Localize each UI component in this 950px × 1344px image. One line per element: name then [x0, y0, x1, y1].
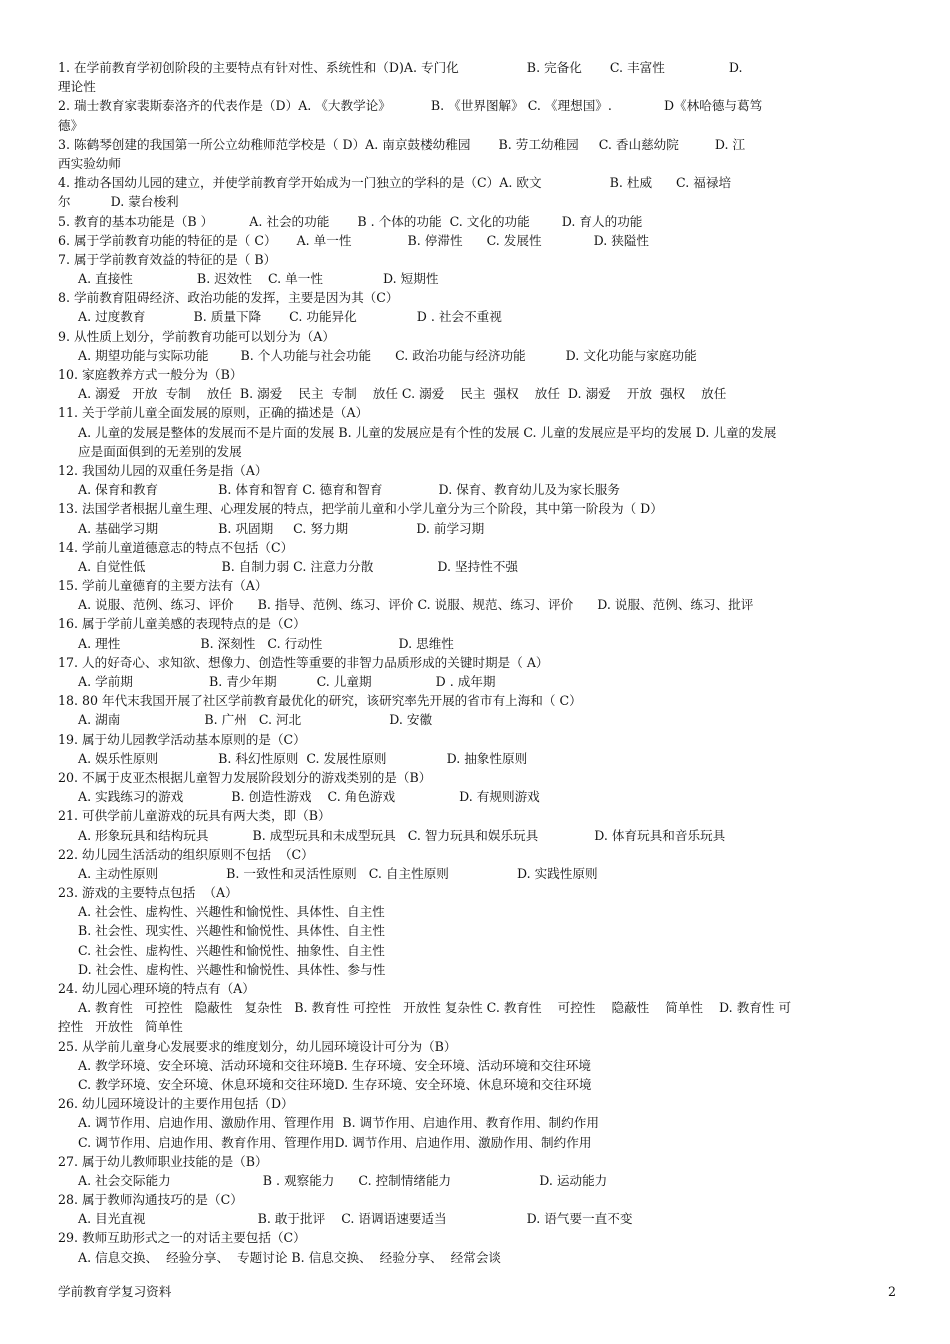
text-line: 14. 学前儿童道德意志的特点不包括（C） [58, 539, 294, 555]
text-line: A. 保育和教育 B. 体育和智育 C. 德育和智育 D. 保育、教育幼儿及为家长服务 [78, 482, 620, 498]
text-line: A. 教育性 可控性 隐蔽性 复杂性 B. 教育性 可控性 开放性 复杂性 C. 教育性 可控性 隐蔽性 简单性 D. 教育性 可 [78, 1000, 792, 1016]
text-line: 23. 游戏的主要特点包括 （A） [58, 885, 238, 901]
text-line: 1. 在学前教育学初创阶段的主要特点有针对性、系统性和（D)A. 专门化 B. 完备化 C. 丰富性 D. [58, 60, 743, 75]
text-line: 4. 推动各国幼儿园的建立，并使学前教育学开始成为一门独立的学科的是（C）A. 欧文 B. 杜威 C. 福禄培 [58, 175, 732, 191]
text-line: C. 社会性、虚构性、兴趣性和愉悦性、抽象性、自主性 [78, 942, 385, 958]
text-line: 18. 80 年代末我国开展了社区学前教育最优化的研究，该研究率先开展的省市有上海和（ C） [58, 693, 582, 709]
text-line: A. 直接性 B. 迟效性 C. 单一性 D. 短期性 [78, 271, 439, 287]
text-line: A. 基础学习期 B. 巩固期 C. 努力期 D. 前学习期 [78, 520, 485, 536]
text-line: A. 学前期 B. 青少年期 C. 儿童期 D . 成年期 [78, 674, 496, 689]
text-line: 控性 开放性 简单性 [58, 1019, 183, 1035]
text-line: A. 溺爱 开放 专制 放任 B. 溺爱 民主 专制 放任 C. 溺爱 民主 强权 放任 D. 溺爱 开放 强权 放任 [78, 386, 727, 402]
text-line: 17. 人的好奇心、求知欲、想像力、创造性等重要的非智力品质形成的关键时期是（ A） [58, 654, 549, 670]
text-line: A. 目光直视 B. 敢于批评 C. 语调语速要适当 D. 语气要一直不变 [78, 1211, 633, 1227]
text-line: 16. 属于学前儿童美感的表现特点的是（C） [58, 616, 306, 632]
text-line: 尔 D. 蒙台梭利 [58, 194, 179, 210]
text-line: 应是面面俱到的无差别的发展 [78, 443, 242, 459]
text-line: C. 教学环境、安全环境、休息环境和交往环境D. 生存环境、安全环境、休息环境和交往环境 [78, 1076, 592, 1092]
text-line: 12. 我国幼儿园的双重任务是指（A） [58, 462, 268, 478]
text-line: 10. 家庭教养方式一般分为（B） [58, 367, 243, 382]
text-line: 21. 可供学前儿童游戏的玩具有两大类，即（B） [58, 808, 331, 824]
text-line: 6. 属于学前教育功能的特征的是（ C） A. 单一性 B. 停滞性 C. 发展性 D. 狭隘性 [58, 232, 650, 248]
text-line: A. 自觉性低 B. 自制力弱 C. 注意力分散 D. 坚持性不强 [78, 558, 519, 574]
text-line: 27. 属于幼儿教师职业技能的是（B） [58, 1153, 268, 1169]
text-line: D. 社会性、虚构性、兴趣性和愉悦性、具体性、参与性 [78, 961, 386, 977]
text-line: A. 社会性、虚构性、兴趣性和愉悦性、具体性、自主性 [78, 904, 385, 920]
text-line: 8. 学前教育阻碍经济、政治功能的发挥，主要是因为其（C） [58, 290, 399, 306]
text-line: A. 实践练习的游戏 B. 创造性游戏 C. 角色游戏 D. 有规则游戏 [78, 789, 540, 805]
footer-title: 学前教育学复习资料 [58, 1284, 172, 1299]
text-line: 13. 法国学者根据儿童生理、心理发展的特点，把学前儿童和小学儿童分为三个阶段，其中第一阶段为（ D） [58, 501, 663, 517]
text-line: A. 过度教育 B. 质量下降 C. 功能异化 D . 社会不重视 [78, 309, 502, 325]
text-line: A. 教学环境、安全环境、活动环境和交往环境B. 生存环境、安全环境、活动环境和交往环境 [78, 1057, 591, 1073]
page-number: 2 [887, 1284, 896, 1299]
text-line: 9. 从性质上划分，学前教育功能可以划分为（A） [58, 328, 335, 344]
text-line: A. 儿童的发展是整体的发展而不是片面的发展 B. 儿童的发展应是有个性的发展 C. 儿童的发展应是平均的发展 D. 儿童的发展 [78, 424, 777, 440]
text-line: 26. 幼儿园环境设计的主要作用包括（D） [58, 1096, 294, 1112]
text-line: 24. 幼儿园心理环境的特点有（A） [58, 981, 255, 996]
text-line: A. 湖南 B. 广州 C. 河北 D. 安徽 [78, 712, 433, 728]
text-line: 3. 陈鹤琴创建的我国第一所公立幼稚师范学校是（ D）A. 南京鼓楼幼稚园 B. 劳工幼稚园 C. 香山慈幼院 D. 江 [58, 136, 746, 152]
text-line: 20. 不属于皮亚杰根据儿童智力发展阶段划分的游戏类别的是（B） [58, 769, 432, 785]
text-line: 28. 属于教师沟通技巧的是（C） [58, 1192, 243, 1208]
document-body [58, 58, 896, 1267]
text-line: 西实验幼师 [58, 155, 121, 171]
text-line: 德》 [58, 117, 84, 133]
text-line: 5. 教育的基本功能是（B ） A. 社会的功能 B . 个体的功能 C. 文化的功能 D. 育人的功能 [58, 213, 643, 229]
text-line: A. 社会交际能力 B . 观察能力 C. 控制情绪能力 D. 运动能力 [78, 1172, 608, 1188]
text-line: C. 调节作用、启迪作用、教育作用、管理作用D. 调节作用、启迪作用、激励作用、制约作用 [78, 1134, 592, 1150]
text-line: 7. 属于学前教育效益的特征的是（ B） [58, 251, 277, 267]
text-line: A. 形象玩具和结构玩具 B. 成型玩具和未成型玩具 C. 智力玩具和娱乐玩具 D. 体育玩具和音乐玩具 [78, 827, 726, 843]
text-line: 29. 教师互助形式之一的对话主要包括（C） [58, 1230, 306, 1246]
text-line: A. 主动性原则 B. 一致性和灵活性原则 C. 自主性原则 D. 实践性原则 [78, 865, 598, 881]
text-line: A. 信息交换、 经验分享、 专题讨论 B. 信息交换、 经验分享、 经常会谈 [78, 1249, 502, 1265]
text-line: 11. 关于学前儿童全面发展的原则，正确的描述是（A） [58, 405, 369, 421]
text-line: A. 说服、范例、练习、评价 B. 指导、范例、练习、评价 C. 说服、规范、练习、评价 D. 说服、范例、练习、批评 [78, 597, 754, 613]
text-line: 25. 从学前儿童身心发展要求的维度划分，幼儿园环境设计可分为（B） [58, 1038, 457, 1054]
text-line: A. 期望功能与实际功能 B. 个人功能与社会功能 C. 政治功能与经济功能 D. 文化功能与家庭功能 [78, 347, 697, 363]
text-line: 2. 瑞士教育家裴斯泰洛齐的代表作是（D）A. 《大教学论》 B. 《世界图解》 C. 《理想国》. D《林哈德与葛笃 [58, 98, 763, 114]
text-line: B. 社会性、现实性、兴趣性和愉悦性、具体性、自主性 [78, 923, 385, 939]
text-line: 22. 幼儿园生活活动的组织原则不包括 （C） [58, 846, 314, 862]
text-line: 19. 属于幼儿园教学活动基本原则的是（C） [58, 731, 306, 747]
text-line: 15. 学前儿童德育的主要方法有（A） [58, 578, 268, 594]
text-line: A. 娱乐性原则 B. 科幻性原则 C. 发展性原则 D. 抽象性原则 [78, 750, 528, 766]
text-line: A. 调节作用、启迪作用、激励作用、管理作用 B. 调节作用、启迪作用、教育作用、制约作用 [78, 1115, 599, 1131]
text-line: A. 理性 B. 深刻性 C. 行动性 D. 思维性 [78, 635, 454, 651]
text-line: 理论性 [58, 79, 96, 95]
